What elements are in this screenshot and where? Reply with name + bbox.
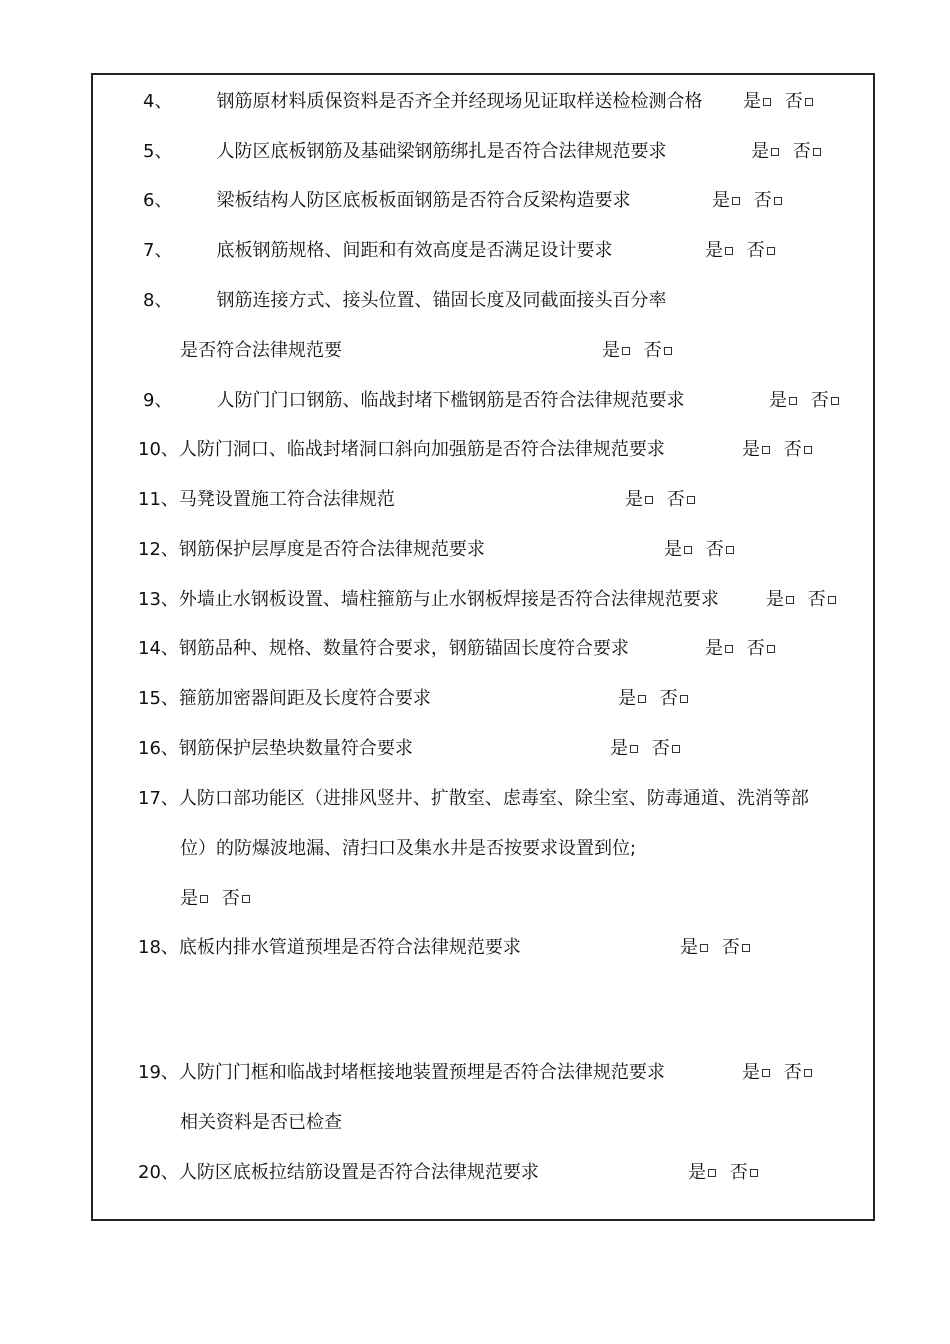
yes-checkbox[interactable] <box>684 546 692 554</box>
yes-label: 是 <box>705 638 723 659</box>
item-number: 8、 <box>143 290 173 311</box>
yes-label: 是 <box>625 489 643 510</box>
item-text: 人防区底板拉结筋设置是否符合法律规范要求 <box>178 1162 539 1183</box>
item-text: 钢筋保护层垫块数量符合要求 <box>178 738 413 759</box>
item-text: 人防门门口钢筋、临战封堵下槛钢筋是否符合法律规范要求 <box>216 390 685 411</box>
yes-checkbox[interactable] <box>762 446 770 454</box>
no-label: 否 <box>666 489 685 510</box>
item-9-check <box>769 390 839 412</box>
item-text-continued: 是否符合法律规范要 <box>180 340 342 361</box>
yes-checkbox[interactable] <box>762 1069 770 1077</box>
item-text: 钢筋保护层厚度是否符合法律规范要求 <box>178 539 485 560</box>
item-12-check <box>664 539 734 561</box>
item-15-check <box>618 688 688 710</box>
no-label: 否 <box>783 1062 802 1083</box>
no-label: 否 <box>729 1162 748 1183</box>
yes-label: 是 <box>742 1062 760 1083</box>
no-checkbox[interactable] <box>672 745 680 753</box>
yes-label: 是 <box>712 190 730 211</box>
no-checkbox[interactable] <box>804 1069 812 1077</box>
item-number: 14、 <box>138 638 179 659</box>
yes-label: 是 <box>769 390 787 411</box>
item-text: 梁板结构人防区底板板面钢筋是否符合反梁构造要求 <box>216 190 631 211</box>
item-5 <box>143 141 666 163</box>
item-20-check <box>688 1162 758 1184</box>
item-8-check <box>602 340 672 362</box>
no-label: 否 <box>810 390 829 411</box>
no-label: 否 <box>659 688 678 709</box>
item-number: 9、 <box>143 390 173 411</box>
yes-label: 是 <box>664 539 682 560</box>
no-checkbox[interactable] <box>804 446 812 454</box>
item-text: 人防门门框和临战封堵框接地装置预埋是否符合法律规范要求 <box>178 1062 665 1083</box>
item-19-check <box>742 1062 812 1084</box>
item-text: 底板钢筋规格、间距和有效高度是否满足设计要求 <box>216 240 613 261</box>
no-checkbox[interactable] <box>828 596 836 604</box>
yes-checkbox[interactable] <box>771 148 779 156</box>
item-text-continued: 位）的防爆波地漏、清扫口及集水井是否按要求设置到位; <box>180 838 637 859</box>
no-checkbox[interactable] <box>774 197 782 205</box>
no-checkbox[interactable] <box>242 895 250 903</box>
item-text: 外墙止水钢板设置、墙柱箍筋与止水钢板焊接是否符合法律规范要求 <box>178 589 719 610</box>
item-8 <box>143 290 666 312</box>
item-number: 16、 <box>138 738 179 759</box>
item-text: 人防区底板钢筋及基础梁钢筋绑扎是否符合法律规范要求 <box>216 141 667 162</box>
yes-checkbox[interactable] <box>708 1169 716 1177</box>
item-text: 钢筋连接方式、接头位置、锚固长度及同截面接头百分率 <box>216 290 667 311</box>
yes-checkbox[interactable] <box>630 745 638 753</box>
item-18-check <box>680 937 750 959</box>
item-19 <box>138 1062 665 1084</box>
item-text: 箍筋加密器间距及长度符合要求 <box>178 688 431 709</box>
item-13 <box>138 589 719 611</box>
item-text: 底板内排水管道预埋是否符合法律规范要求 <box>178 937 521 958</box>
item-7-check <box>705 240 775 262</box>
yes-label: 是 <box>751 141 769 162</box>
yes-checkbox[interactable] <box>200 895 208 903</box>
item-text: 马凳设置施工符合法律规范 <box>178 489 395 510</box>
yes-label: 是 <box>766 589 784 610</box>
yes-checkbox[interactable] <box>622 347 630 355</box>
item-number: 4、 <box>143 91 173 112</box>
item-4-check <box>743 91 813 113</box>
no-checkbox[interactable] <box>680 695 688 703</box>
item-number: 18、 <box>138 937 179 958</box>
no-checkbox[interactable] <box>813 148 821 156</box>
item-20 <box>138 1162 539 1184</box>
no-label: 否 <box>221 888 240 909</box>
yes-label: 是 <box>180 888 198 909</box>
item-9 <box>143 390 684 412</box>
no-checkbox[interactable] <box>831 397 839 405</box>
no-label: 否 <box>807 589 826 610</box>
item-16-check <box>610 738 680 760</box>
item-number: 7、 <box>143 240 173 261</box>
no-label: 否 <box>705 539 724 560</box>
item-number: 12、 <box>138 539 179 560</box>
item-number: 19、 <box>138 1062 179 1083</box>
item-number: 13、 <box>138 589 179 610</box>
item-17-continuation <box>180 838 636 860</box>
no-label: 否 <box>643 340 662 361</box>
item-10-check <box>742 439 812 461</box>
item-12 <box>138 539 485 561</box>
yes-label: 是 <box>618 688 636 709</box>
item-text: 人防口部功能区（进排风竖井、扩散室、虑毒室、除尘室、防毒通道、洗消等部 <box>178 788 809 809</box>
item-14 <box>138 638 629 660</box>
yes-checkbox[interactable] <box>645 496 653 504</box>
yes-checkbox[interactable] <box>725 645 733 653</box>
yes-label: 是 <box>742 439 760 460</box>
item-number: 5、 <box>143 141 173 162</box>
yes-checkbox[interactable] <box>725 247 733 255</box>
item-15 <box>138 688 431 710</box>
no-checkbox[interactable] <box>767 645 775 653</box>
item-18 <box>138 937 521 959</box>
yes-checkbox[interactable] <box>786 596 794 604</box>
item-number: 11、 <box>138 489 179 510</box>
no-label: 否 <box>783 439 802 460</box>
no-checkbox[interactable] <box>805 98 813 106</box>
item-6-check <box>712 190 782 212</box>
no-checkbox[interactable] <box>726 546 734 554</box>
yes-label: 是 <box>610 738 628 759</box>
item-5-check <box>751 141 821 163</box>
item-11-check <box>625 489 695 511</box>
no-label: 否 <box>651 738 670 759</box>
yes-label: 是 <box>688 1162 706 1183</box>
item-text: 钢筋原材料质保资料是否齐全并经现场见证取样送检检测合格 <box>216 91 703 112</box>
item-6 <box>143 190 630 212</box>
no-label: 否 <box>746 638 765 659</box>
item-4 <box>143 91 702 113</box>
item-number: 6、 <box>143 190 173 211</box>
no-checkbox[interactable] <box>750 1169 758 1177</box>
item-number: 15、 <box>138 688 179 709</box>
item-13-check <box>766 589 836 611</box>
item-19-continuation <box>180 1112 342 1134</box>
item-number: 10、 <box>138 439 179 460</box>
no-checkbox[interactable] <box>742 944 750 952</box>
yes-checkbox[interactable] <box>638 695 646 703</box>
item-7 <box>143 240 612 262</box>
no-label: 否 <box>721 937 740 958</box>
item-11 <box>138 489 395 511</box>
item-10 <box>138 439 665 461</box>
item-17-check <box>180 888 250 910</box>
yes-label: 是 <box>705 240 723 261</box>
yes-checkbox[interactable] <box>732 197 740 205</box>
item-text: 钢筋品种、规格、数量符合要求，钢筋锚固长度符合要求 <box>178 638 629 659</box>
item-text: 人防门洞口、临战封堵洞口斜向加强筋是否符合法律规范要求 <box>178 439 665 460</box>
item-text-continued: 相关资料是否已检查 <box>180 1112 342 1133</box>
no-checkbox[interactable] <box>664 347 672 355</box>
no-label: 否 <box>792 141 811 162</box>
no-label: 否 <box>784 91 803 112</box>
yes-label: 是 <box>602 340 620 361</box>
no-label: 否 <box>753 190 772 211</box>
item-number: 17、 <box>138 788 179 809</box>
yes-checkbox[interactable] <box>700 944 708 952</box>
yes-label: 是 <box>680 937 698 958</box>
item-17 <box>138 788 809 810</box>
item-8-continuation <box>180 340 342 362</box>
item-number: 20、 <box>138 1162 179 1183</box>
yes-checkbox[interactable] <box>789 397 797 405</box>
no-label: 否 <box>746 240 765 261</box>
no-checkbox[interactable] <box>767 247 775 255</box>
yes-label: 是 <box>743 91 761 112</box>
item-16 <box>138 738 413 760</box>
no-checkbox[interactable] <box>687 496 695 504</box>
item-14-check <box>705 638 775 660</box>
yes-checkbox[interactable] <box>763 98 771 106</box>
